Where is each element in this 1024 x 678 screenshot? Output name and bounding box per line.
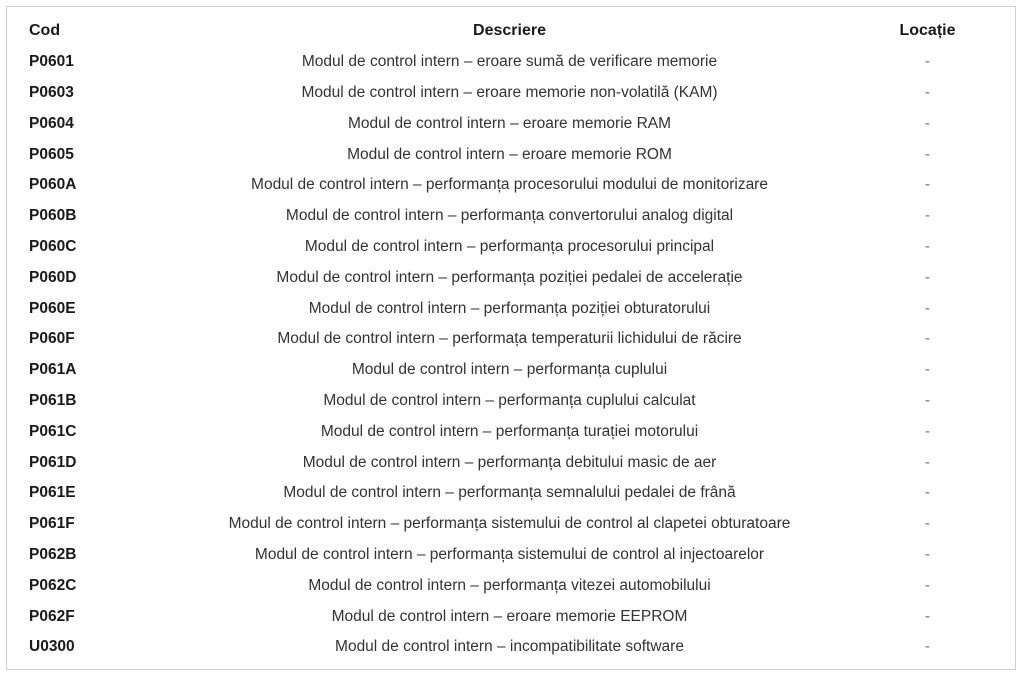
row-code: P061E	[29, 484, 76, 502]
table-row	[7, 170, 1015, 201]
row-code: P060A	[29, 176, 77, 194]
row-location: -	[924, 299, 931, 317]
table-row	[7, 262, 1015, 293]
row-description: Modul de control intern – incompatibilitate software	[335, 638, 684, 656]
row-location: -	[924, 53, 931, 71]
row-code: P0605	[29, 145, 74, 163]
row-description: Modul de control intern – eroare sumă de verificare memorie	[301, 53, 718, 71]
table-row	[7, 324, 1015, 355]
table-row	[7, 601, 1015, 632]
row-code: P060B	[29, 207, 77, 225]
row-location: -	[924, 545, 931, 563]
row-description: Modul de control intern – eroare memorie RAM	[347, 114, 672, 132]
row-description: Modul de control intern – eroare memorie non-volatilă (KAM)	[301, 83, 718, 101]
table-row	[7, 386, 1015, 417]
row-code: P061C	[29, 422, 77, 440]
row-description: Modul de control intern – performanța poziției obturatorului	[308, 299, 711, 317]
row-description: Modul de control intern – performanța procesorului modului de monitorizare	[251, 176, 768, 194]
row-location: -	[924, 422, 931, 440]
table-row	[7, 355, 1015, 386]
row-description: Modul de control intern – performanța cuplului	[351, 361, 668, 379]
row-location: -	[924, 83, 931, 101]
header-location: Locație	[899, 22, 956, 40]
row-description: Modul de control intern – performanța procesorului principal	[304, 237, 715, 255]
row-code: P060D	[29, 268, 77, 286]
table-row	[7, 232, 1015, 263]
table-row	[7, 201, 1015, 232]
row-description: Modul de control intern – performanța semnalului pedalei de frână	[283, 484, 736, 502]
table-row	[7, 293, 1015, 324]
table-header-row	[7, 16, 1015, 47]
row-description: Modul de control intern – performața temperaturii lichidului de răcire	[277, 330, 742, 348]
row-description: Modul de control intern – performanța sistemului de control al injectoarelor	[254, 545, 765, 563]
table-row	[7, 139, 1015, 170]
row-location: -	[924, 576, 931, 594]
row-code: P060C	[29, 237, 77, 255]
row-description: Modul de control intern – performanța vitezei automobilului	[308, 576, 711, 594]
table-row	[7, 478, 1015, 509]
row-code: P0603	[29, 83, 74, 101]
header-description: Descriere	[473, 22, 546, 40]
row-description: Modul de control intern – performanța sistemului de control al clapetei obturatoare	[228, 515, 791, 533]
row-description: Modul de control intern – performanța poziției pedalei de accelerație	[276, 268, 743, 286]
row-location: -	[924, 176, 931, 194]
row-code: P061F	[29, 515, 75, 533]
table-row	[7, 570, 1015, 601]
row-location: -	[924, 391, 931, 409]
table-row	[7, 540, 1015, 571]
table-row	[7, 47, 1015, 78]
row-code: P0601	[29, 53, 74, 71]
row-location: -	[924, 484, 931, 502]
header-code: Cod	[29, 22, 61, 40]
row-description: Modul de control intern – eroare memorie EEPROM	[331, 607, 688, 625]
table-frame	[6, 6, 1016, 670]
row-location: -	[924, 237, 931, 255]
table-row	[7, 447, 1015, 478]
table-row	[7, 78, 1015, 109]
row-code: P060F	[29, 330, 75, 348]
row-description: Modul de control intern – performanța cuplului calculat	[323, 391, 696, 409]
row-location: -	[924, 268, 931, 286]
dtc-table	[7, 16, 1015, 663]
row-code: P062B	[29, 545, 77, 563]
row-code: P062F	[29, 607, 75, 625]
table-row	[7, 509, 1015, 540]
row-code: P061D	[29, 453, 77, 471]
table-row	[7, 416, 1015, 447]
row-location: -	[924, 607, 931, 625]
row-code: U0300	[29, 638, 75, 656]
row-location: -	[924, 330, 931, 348]
row-location: -	[924, 114, 931, 132]
row-location: -	[924, 145, 931, 163]
row-description: Modul de control intern – eroare memorie ROM	[347, 145, 672, 163]
row-code: P061B	[29, 391, 77, 409]
row-location: -	[924, 453, 931, 471]
row-code: P061A	[29, 361, 77, 379]
row-location: -	[924, 361, 931, 379]
table-row	[7, 108, 1015, 139]
row-description: Modul de control intern – performanța turației motorului	[320, 422, 699, 440]
row-code: P060E	[29, 299, 76, 317]
row-code: P0604	[29, 114, 74, 132]
row-location: -	[924, 515, 931, 533]
table-row	[7, 632, 1015, 663]
row-code: P062C	[29, 576, 77, 594]
row-location: -	[924, 207, 931, 225]
row-description: Modul de control intern – performanța convertorului analog digital	[285, 207, 734, 225]
row-description: Modul de control intern – performanța debitului masic de aer	[302, 453, 717, 471]
row-location: -	[924, 638, 931, 656]
